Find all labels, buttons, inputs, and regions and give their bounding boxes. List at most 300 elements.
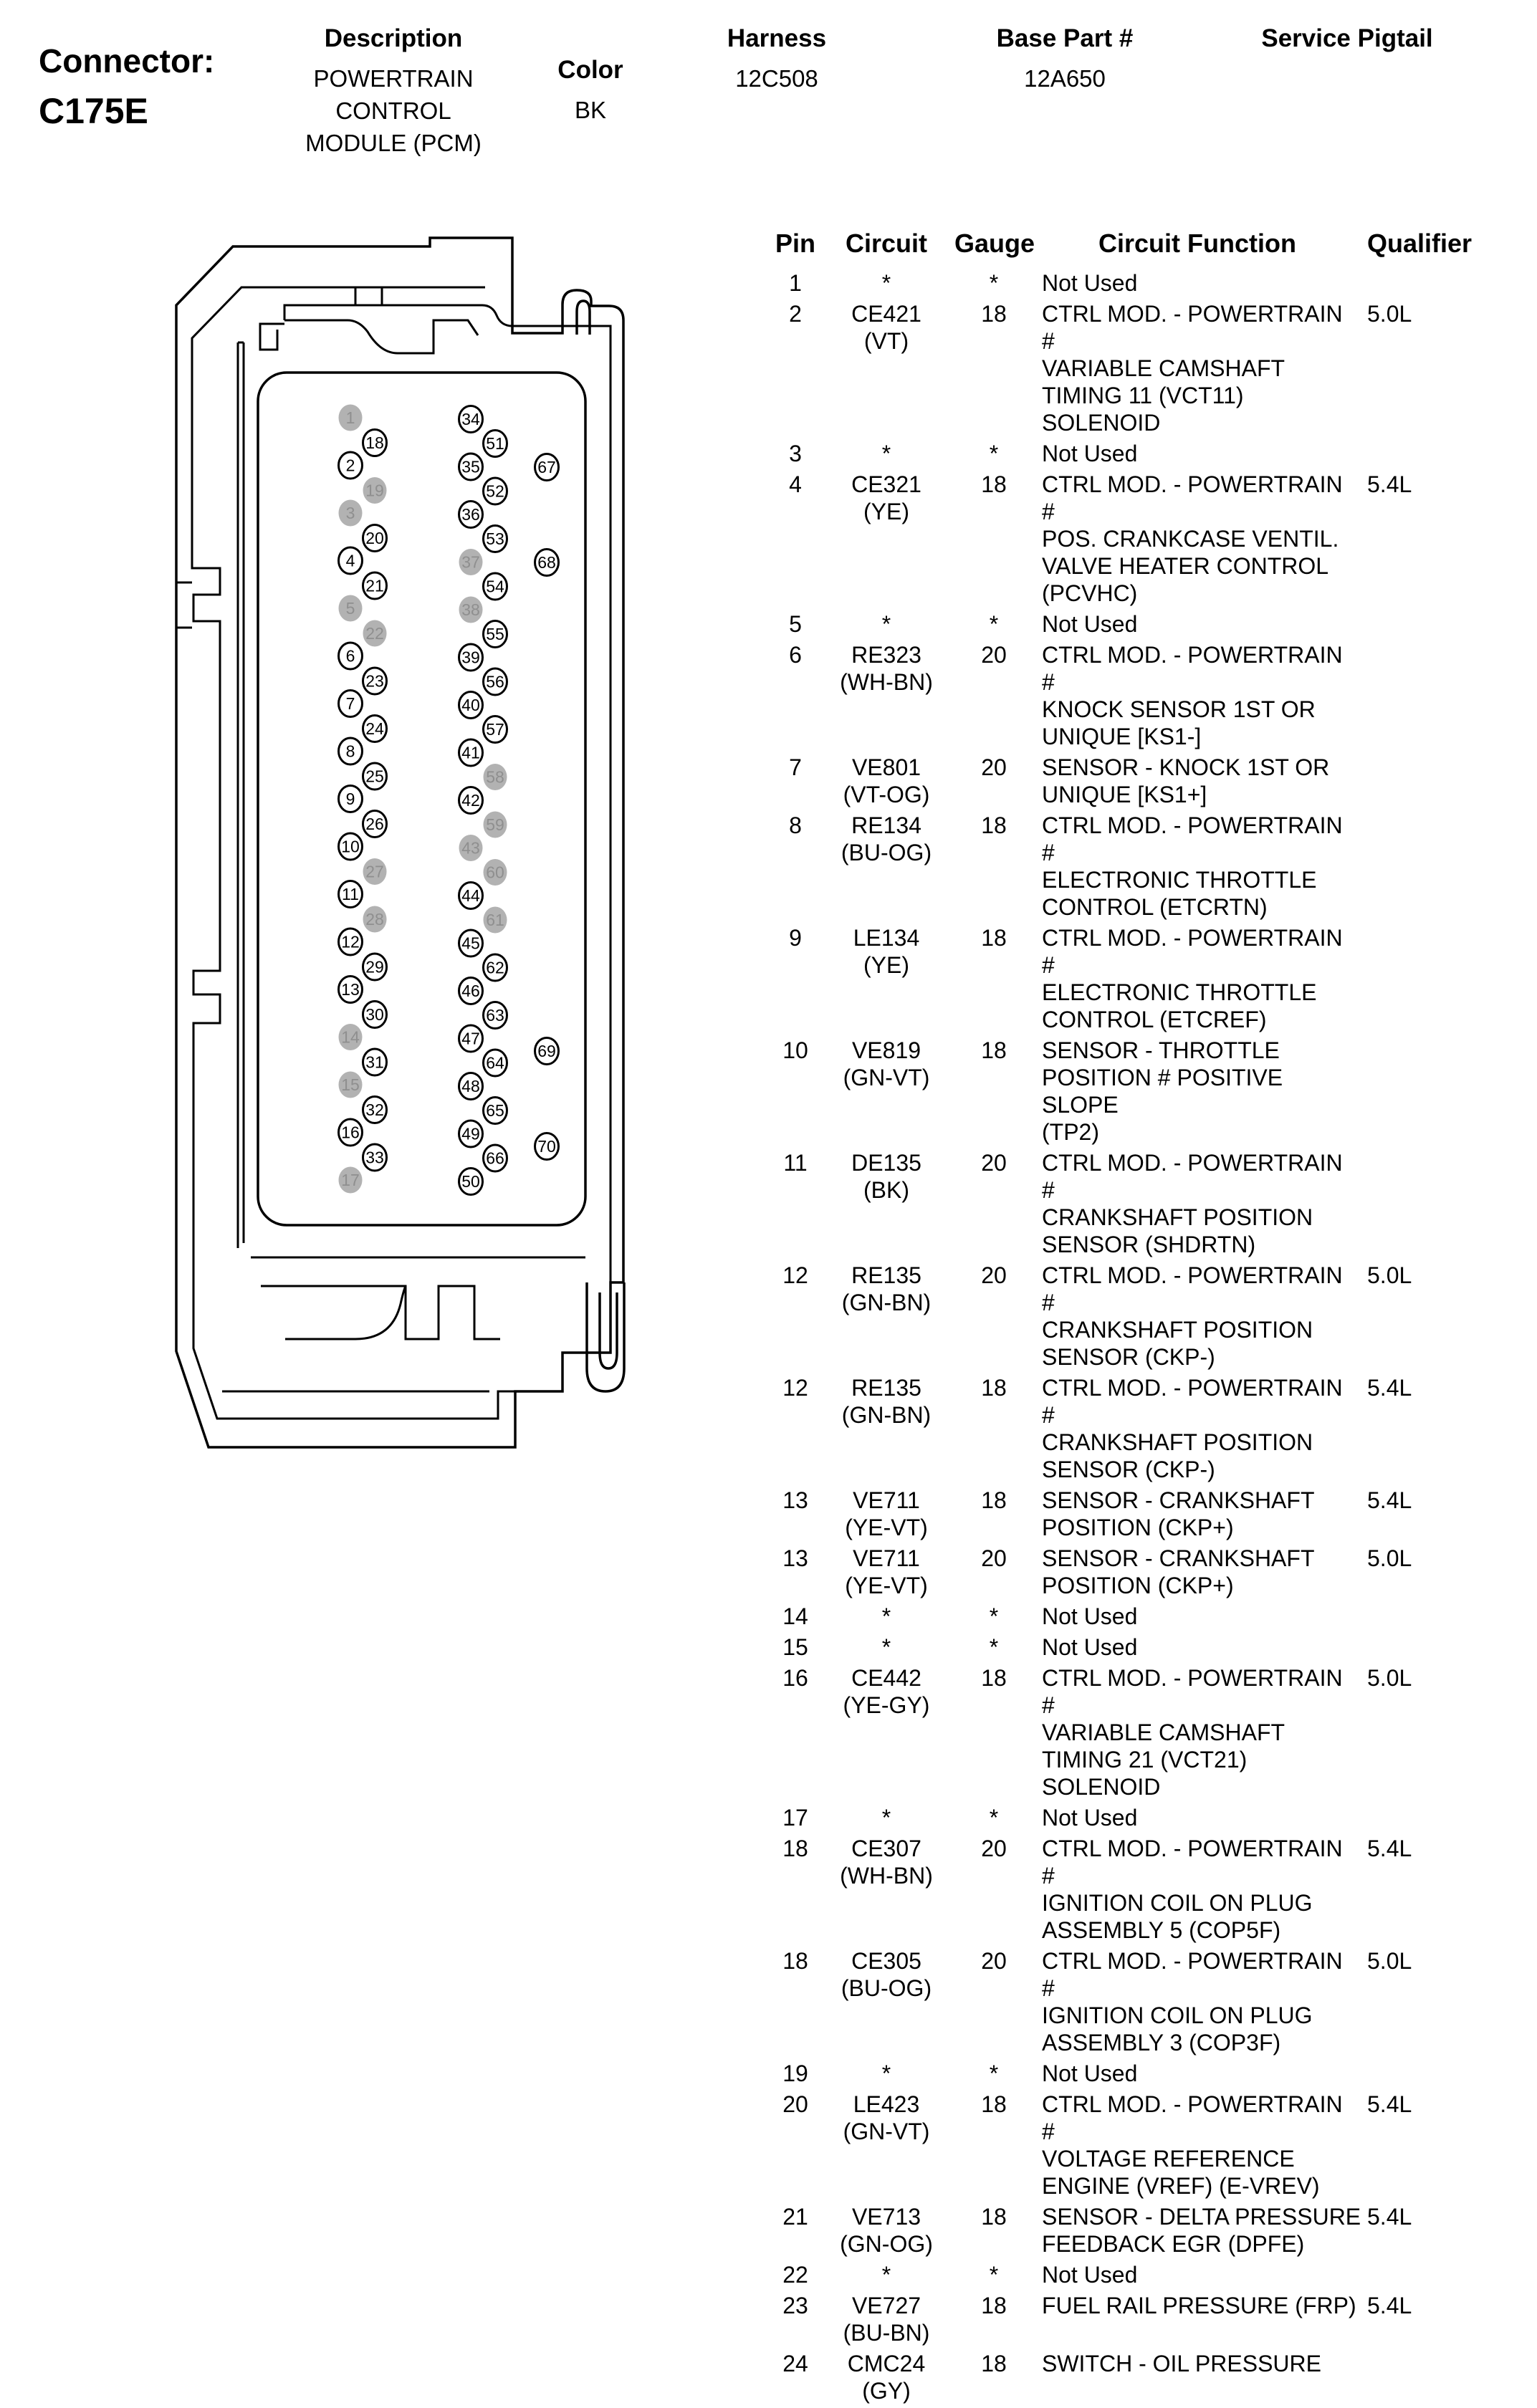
description-value <box>257 62 530 159</box>
gauge-cell: * <box>989 441 999 466</box>
connector-diagram <box>161 236 627 1454</box>
circuit-line: (WH-BN) <box>840 1863 933 1889</box>
pin-55 <box>484 621 507 648</box>
circuit-line: RE135 <box>851 1375 921 1401</box>
circuit-line: CE421 <box>851 301 921 327</box>
pin-63 <box>484 1002 507 1029</box>
pin-number: 45 <box>461 934 480 953</box>
pin-34 <box>459 406 483 433</box>
qualifier-cell: 5.4L <box>1367 1375 1412 1401</box>
pin-32 <box>363 1097 387 1123</box>
pin-26 <box>363 811 387 838</box>
circuit-function-cell <box>1033 2261 1361 2288</box>
circuit-function-cell <box>1033 2091 1361 2200</box>
pin-51 <box>484 431 507 457</box>
pin-35 <box>459 454 483 480</box>
pin-62 <box>484 954 507 981</box>
circuit-function-line: VALVE HEATER CONTROL <box>1042 553 1329 579</box>
inner-housing-right-wall <box>284 305 611 1282</box>
pin-table-header <box>772 228 1537 259</box>
circuit-function-line: (PCVHC) <box>1042 580 1138 606</box>
pin-number: 62 <box>486 958 504 977</box>
pin-13 <box>339 977 363 1003</box>
gauge-cell: 20 <box>981 642 1007 668</box>
pin-7 <box>339 691 363 717</box>
pin-6 <box>339 643 363 669</box>
circuit-function-cell <box>1033 610 1361 638</box>
circuit-function-line: CONTROL (ETCRTN) <box>1042 894 1268 920</box>
circuit-line: LE134 <box>853 925 920 951</box>
pin-row <box>772 440 1537 467</box>
pin-27 <box>363 858 387 885</box>
pin-cell: 22 <box>782 2262 808 2288</box>
circuit-function-line: POS. CRANKCASE VENTIL. <box>1042 526 1339 552</box>
circuit-line: CMC24 <box>847 2351 926 2376</box>
gauge-cell: * <box>989 1603 999 1629</box>
circuit-function-cell <box>1033 1804 1361 1831</box>
gauge-cell: 18 <box>981 471 1007 497</box>
pin-number: 60 <box>486 863 504 882</box>
circuit-function-cell <box>1033 1634 1361 1661</box>
pin-cell: 15 <box>782 1634 808 1660</box>
gauge-cell: 20 <box>981 754 1007 780</box>
circuit-function-cell <box>1033 300 1361 436</box>
pin-number: 27 <box>365 862 384 881</box>
pin-row <box>772 1487 1537 1541</box>
circuit-line: (GN-VT) <box>843 1065 930 1090</box>
pin-number: 17 <box>341 1171 360 1189</box>
circuit-function-line: SENSOR - KNOCK 1ST OR <box>1042 754 1330 780</box>
pin-row <box>772 1804 1537 1831</box>
circuit-line: VE711 <box>853 1487 920 1513</box>
base-part-header: Base Part # <box>996 24 1134 52</box>
pin-14 <box>339 1024 363 1050</box>
gauge-cell: 18 <box>981 301 1007 327</box>
circuit-function-cell <box>1033 812 1361 921</box>
circuit-function-line: CTRL MOD. - POWERTRAIN # <box>1042 301 1343 354</box>
pin-row <box>772 754 1537 808</box>
pin-number: 51 <box>486 434 504 453</box>
gauge-cell: * <box>989 611 999 637</box>
circuit-line: (BU-BN) <box>843 2320 930 2346</box>
circuit-cell <box>818 1804 954 1831</box>
circuit-column-header: Circuit <box>845 229 927 258</box>
shroud-top-notch <box>260 324 284 350</box>
circuit-cell <box>818 2292 954 2346</box>
pin-10 <box>339 833 363 860</box>
circuit-function-line: ELECTRONIC THROTTLE <box>1042 867 1317 893</box>
pin-table <box>772 228 1537 2408</box>
circuit-line: * <box>881 1603 891 1629</box>
pin-row <box>772 1634 1537 1661</box>
circuit-function-cell <box>1033 440 1361 467</box>
circuit-function-cell <box>1033 269 1361 297</box>
circuit-line: * <box>881 1805 891 1831</box>
circuit-function-cell <box>1033 1835 1361 1944</box>
base-part-value: 12A650 <box>1024 65 1106 92</box>
circuit-line: (YE-GY) <box>843 1692 930 1718</box>
pin-number: 26 <box>365 815 384 833</box>
circuit-cell <box>818 641 954 696</box>
circuit-function-line: POSITION # POSITIVE SLOPE <box>1042 1065 1283 1118</box>
pin-3 <box>339 500 363 527</box>
qualifier-cell: 5.0L <box>1367 1545 1412 1571</box>
pin-57 <box>484 716 507 743</box>
pin-number: 29 <box>365 957 384 977</box>
circuit-function-line: Not Used <box>1042 2262 1138 2288</box>
color-column <box>533 56 648 126</box>
pin-25 <box>363 763 387 790</box>
pin-cell: 8 <box>789 812 802 838</box>
pin-number: 57 <box>486 720 504 739</box>
pin-row <box>772 812 1537 921</box>
pin-54 <box>484 573 507 600</box>
circuit-line: (VT) <box>863 328 909 354</box>
gauge-cell: * <box>989 1805 999 1831</box>
pin-number: 4 <box>345 551 355 570</box>
qualifier-cell: 5.0L <box>1367 1262 1412 1288</box>
circuit-line: RE135 <box>851 1262 921 1288</box>
pin-number: 24 <box>365 719 384 738</box>
pin-row <box>772 269 1537 297</box>
circuit-line: VE713 <box>851 2204 921 2230</box>
pin-number: 5 <box>345 599 355 618</box>
circuit-function-line: ASSEMBLY 5 (COP5F) <box>1042 1917 1281 1943</box>
pin-number: 32 <box>365 1100 384 1119</box>
circuit-line: (GN-VT) <box>843 2119 930 2144</box>
pin-cell: 4 <box>789 471 802 497</box>
pin-70 <box>535 1133 559 1160</box>
pin-number: 39 <box>461 648 480 667</box>
pin-number: 12 <box>341 932 360 951</box>
gauge-column-header: Gauge <box>954 229 1035 258</box>
pin-16 <box>339 1119 363 1146</box>
pin-43 <box>459 835 483 861</box>
pin-20 <box>363 525 387 552</box>
pin-number: 43 <box>461 838 480 858</box>
gauge-cell: 18 <box>981 1665 1007 1691</box>
pin-number: 21 <box>365 576 384 595</box>
pin-row <box>772 2292 1537 2346</box>
pin-56 <box>484 668 507 695</box>
harness-column <box>687 24 866 95</box>
circuit-function-line: CONTROL (ETCREF) <box>1042 1007 1267 1032</box>
circuit-function-line: ELECTRONIC THROTTLE <box>1042 979 1317 1005</box>
pin-row <box>772 471 1537 607</box>
circuit-line: RE323 <box>851 642 921 668</box>
pin-15 <box>339 1072 363 1098</box>
circuit-line: (GN-BN) <box>841 1290 932 1315</box>
gauge-cell: 18 <box>981 2351 1007 2376</box>
circuit-function-line: KNOCK SENSOR 1ST OR <box>1042 696 1316 722</box>
pin-18 <box>363 430 387 456</box>
color-value: BK <box>574 97 607 123</box>
pin-cell: 18 <box>782 1948 808 1974</box>
pin-number: 65 <box>486 1101 504 1120</box>
pin-number: 36 <box>461 505 480 524</box>
pin-cell: 2 <box>789 301 802 327</box>
pin-number: 55 <box>486 625 504 643</box>
circuit-function-line: Not Used <box>1042 441 1138 466</box>
pin-number: 58 <box>486 767 504 787</box>
circuit-line: * <box>881 2061 891 2086</box>
gauge-cell: 20 <box>981 1836 1007 1861</box>
circuit-function-line: IGNITION COIL ON PLUG <box>1042 2002 1313 2028</box>
pin-58 <box>484 764 507 790</box>
circuit-cell <box>818 1634 954 1661</box>
circuit-function-line: SENSOR - DELTA PRESSURE <box>1042 2204 1361 2230</box>
pin-row <box>772 2350 1537 2404</box>
pin-47 <box>459 1025 483 1052</box>
pin-53 <box>484 526 507 552</box>
circuit-function-line: CRANKSHAFT POSITION <box>1042 1317 1313 1343</box>
circuit-function-cell <box>1033 1037 1361 1146</box>
pin-cell: 5 <box>789 611 802 637</box>
gauge-cell: 18 <box>981 1037 1007 1063</box>
bottom-curve <box>285 1286 406 1339</box>
circuit-function-cell <box>1033 2292 1361 2319</box>
circuit-cell <box>818 300 954 355</box>
pin-61 <box>484 907 507 934</box>
pin-45 <box>459 930 483 956</box>
pin-40 <box>459 692 483 719</box>
pin-number: 69 <box>537 1042 556 1060</box>
circuit-function-line: CTRL MOD. - POWERTRAIN # <box>1042 471 1343 524</box>
pin-number: 44 <box>461 886 480 905</box>
circuit-function-line: Not Used <box>1042 270 1138 296</box>
pin-number: 34 <box>461 410 480 428</box>
circuit-function-cell <box>1033 1664 1361 1800</box>
circuit-function-cell <box>1033 1262 1361 1371</box>
pin-12 <box>339 929 363 955</box>
circuit-cell <box>818 2091 954 2145</box>
circuit-line: (VT-OG) <box>843 782 930 807</box>
pin-68 <box>535 550 559 576</box>
pin-cell: 7 <box>789 754 802 780</box>
gauge-cell: 18 <box>981 2293 1007 2318</box>
circuit-function-cell <box>1033 471 1361 607</box>
circuit-function-cell <box>1033 1603 1361 1630</box>
pin-4 <box>339 547 363 574</box>
pin-number: 7 <box>345 694 355 713</box>
gauge-cell: * <box>989 2262 999 2288</box>
circuit-cell <box>818 1262 954 1316</box>
circuit-function-line: CTRL MOD. - POWERTRAIN # <box>1042 2091 1343 2144</box>
circuit-function-line: Not Used <box>1042 1805 1138 1831</box>
pin-50 <box>459 1169 483 1195</box>
pin-number: 11 <box>342 885 359 903</box>
pin-28 <box>363 906 387 933</box>
pin-number: 50 <box>461 1172 480 1191</box>
gauge-cell: 20 <box>981 1262 1007 1288</box>
pin-number: 56 <box>486 672 504 691</box>
circuit-line: CE442 <box>851 1665 921 1691</box>
pin-31 <box>363 1049 387 1075</box>
pin-number: 9 <box>345 790 355 808</box>
pin-60 <box>484 859 507 886</box>
circuit-cell <box>818 2060 954 2087</box>
gauge-cell: 18 <box>981 925 1007 951</box>
circuit-cell <box>818 440 954 467</box>
pin-row <box>772 610 1537 638</box>
circuit-function-line: CTRL MOD. - POWERTRAIN # <box>1042 1948 1343 2001</box>
gauge-cell: * <box>989 2061 999 2086</box>
circuit-function-line: CTRL MOD. - POWERTRAIN # <box>1042 1375 1343 1428</box>
description-column <box>257 24 530 159</box>
circuit-cell <box>818 2203 954 2258</box>
circuit-function-line: SENSOR (CKP-) <box>1042 1344 1215 1370</box>
circuit-function-cell <box>1033 1947 1361 2056</box>
shroud-left-wall <box>238 342 244 1248</box>
circuit-function-column-header: Circuit Function <box>1098 229 1296 258</box>
gauge-cell: 18 <box>981 1487 1007 1513</box>
pin-cell: 17 <box>782 1805 808 1831</box>
color-header: Color <box>557 56 623 84</box>
circuit-cell <box>818 1947 954 2002</box>
pin-number: 20 <box>365 529 384 547</box>
circuit-function-line: CTRL MOD. - POWERTRAIN # <box>1042 1836 1343 1889</box>
qualifier-cell: 5.0L <box>1367 1948 1412 1974</box>
gauge-cell: 20 <box>981 1150 1007 1176</box>
circuit-function-line: Not Used <box>1042 1634 1138 1660</box>
circuit-function-line: SENSOR - CRANKSHAFT <box>1042 1487 1315 1513</box>
pins-layer <box>339 405 559 1195</box>
circuit-line: (BU-OG) <box>841 1975 932 2001</box>
circuit-line: (GY) <box>862 2378 911 2404</box>
pin-49 <box>459 1121 483 1147</box>
gauge-cell: 20 <box>981 1545 1007 1571</box>
gauge-cell: * <box>989 1634 999 1660</box>
circuit-function-line: SWITCH - OIL PRESSURE <box>1042 2351 1321 2376</box>
base-part-column <box>964 24 1165 95</box>
circuit-function-line: CTRL MOD. - POWERTRAIN # <box>1042 1262 1343 1315</box>
pin-8 <box>339 738 363 764</box>
circuit-function-line: TIMING 11 (VCT11) SOLENOID <box>1042 383 1244 436</box>
pin-67 <box>535 454 559 481</box>
gauge-cell: 18 <box>981 2091 1007 2117</box>
harness-value: 12C508 <box>735 65 818 92</box>
circuit-function-line: POSITION (CKP+) <box>1042 1515 1234 1540</box>
pin-cell: 21 <box>782 2204 808 2230</box>
circuit-function-line: Not Used <box>1042 2061 1138 2086</box>
connector-outline <box>176 238 624 1447</box>
connector-label: Connector: <box>39 42 215 80</box>
qualifier-cell: 5.4L <box>1367 1836 1412 1861</box>
pin-number: 53 <box>486 529 504 548</box>
pin-row <box>772 1545 1537 1599</box>
pin-row <box>772 2261 1537 2288</box>
pin-23 <box>363 668 387 694</box>
pin-cell: 19 <box>782 2061 808 2086</box>
circuit-function-line: VARIABLE CAMSHAFT <box>1042 355 1285 381</box>
circuit-function-line: VOLTAGE REFERENCE <box>1042 2146 1295 2172</box>
circuit-line: * <box>881 270 891 296</box>
circuit-cell <box>818 1545 954 1599</box>
pin-number: 46 <box>461 982 480 1000</box>
bottom-key-pocket <box>261 1286 500 1339</box>
pin-cell: 24 <box>782 2351 808 2376</box>
circuit-line: CE305 <box>851 1948 921 1974</box>
circuit-function-line: SENSOR (SHDRTN) <box>1042 1232 1256 1257</box>
circuit-function-cell <box>1033 754 1361 808</box>
circuit-line: (YE) <box>863 952 909 978</box>
pin-33 <box>363 1144 387 1171</box>
circuit-line: * <box>881 1634 891 1660</box>
pin-number: 42 <box>461 791 480 810</box>
pin-5 <box>339 595 363 622</box>
circuit-function-line: UNIQUE [KS1-] <box>1042 724 1202 749</box>
pin-number: 16 <box>341 1123 360 1142</box>
circuit-function-cell <box>1033 1149 1361 1258</box>
circuit-line: CE321 <box>851 471 921 497</box>
pin-2 <box>339 452 363 479</box>
circuit-line: VE819 <box>851 1037 921 1063</box>
pin-number: 25 <box>365 767 384 786</box>
pin-number: 37 <box>461 552 480 572</box>
circuit-line: (GN-BN) <box>841 1402 932 1428</box>
circuit-function-line: CTRL MOD. - POWERTRAIN # <box>1042 1150 1343 1203</box>
gauge-cell: * <box>989 270 999 296</box>
circuit-function-cell <box>1033 2203 1361 2258</box>
pin-69 <box>535 1038 559 1065</box>
pin-29 <box>363 954 387 980</box>
pin-cell: 12 <box>782 1375 808 1401</box>
pin-number: 61 <box>486 911 504 929</box>
circuit-function-cell <box>1033 641 1361 750</box>
pin-number: 18 <box>365 433 384 452</box>
circuit-cell <box>818 1487 954 1541</box>
circuit-cell <box>818 1037 954 1091</box>
pin-number: 52 <box>486 481 504 501</box>
circuit-function-line: UNIQUE [KS1+] <box>1042 782 1207 807</box>
pin-41 <box>459 739 483 766</box>
pin-number: 40 <box>461 696 480 714</box>
circuit-line: (GN-OG) <box>840 2231 933 2257</box>
circuit-line: (BK) <box>863 1177 909 1203</box>
qualifier-cell: 5.4L <box>1367 2204 1412 2230</box>
pin-cell: 20 <box>782 2091 808 2117</box>
pin-number: 66 <box>486 1148 504 1168</box>
pin-number: 47 <box>461 1029 480 1048</box>
pin-number: 23 <box>365 671 384 691</box>
circuit-function-line: CTRL MOD. - POWERTRAIN # <box>1042 812 1343 865</box>
circuit-function-line: CRANKSHAFT POSITION <box>1042 1429 1313 1455</box>
pin-number: 68 <box>537 553 556 572</box>
circuit-cell <box>818 1149 954 1204</box>
description-line: POWERTRAIN <box>313 65 474 92</box>
pin-cell: 12 <box>782 1262 808 1288</box>
pin-59 <box>484 812 507 838</box>
circuit-function-line: TIMING 21 (VCT21) SOLENOID <box>1042 1747 1248 1800</box>
pin-row <box>772 1374 1537 1483</box>
circuit-line: VE727 <box>851 2293 921 2318</box>
pin-number: 59 <box>486 815 504 834</box>
qualifier-cell: 5.4L <box>1367 2293 1412 2318</box>
qualifier-cell: 5.0L <box>1367 301 1412 327</box>
pin-row <box>772 1947 1537 2056</box>
pin-number: 48 <box>461 1077 480 1095</box>
circuit-function-cell <box>1033 1374 1361 1483</box>
pin-cell: 13 <box>782 1487 808 1513</box>
top-right-ear-slot <box>577 301 590 335</box>
pin-cell: 11 <box>783 1150 808 1176</box>
pin-number: 33 <box>365 1148 384 1167</box>
circuit-line: (YE-VT) <box>845 1573 928 1598</box>
description-line: MODULE (PCM) <box>305 130 482 156</box>
pin-37 <box>459 549 483 575</box>
top-alignment-stubs <box>355 287 382 305</box>
pin-cell: 6 <box>789 642 802 668</box>
